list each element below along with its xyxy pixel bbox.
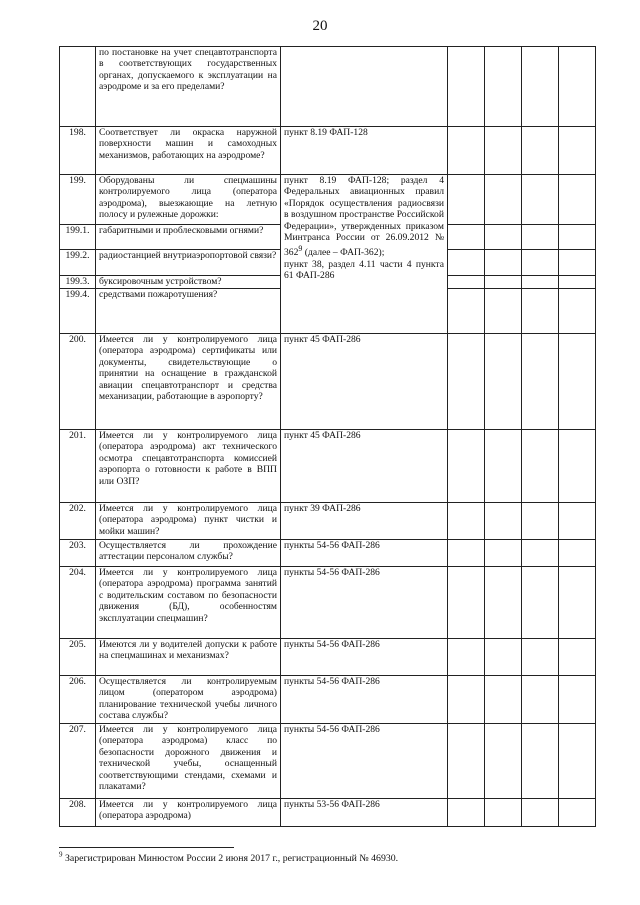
reference-cell: пункты 53-56 ФАП-286 bbox=[281, 799, 448, 827]
empty-cell bbox=[522, 334, 559, 430]
table-row bbox=[60, 127, 596, 175]
empty-cell bbox=[522, 724, 559, 799]
question-cell: габаритными и проблесковыми огнями? bbox=[96, 225, 281, 250]
empty-cell bbox=[522, 639, 559, 676]
row-number bbox=[60, 47, 96, 127]
empty-cell bbox=[448, 724, 485, 799]
empty-cell bbox=[448, 540, 485, 567]
empty-cell bbox=[448, 334, 485, 430]
question-cell: Осуществляется ли контролируемым лицом (оператором аэродрома) планирование технической учебы личного состава службы? bbox=[96, 676, 281, 724]
reference-cell: пункт 39 ФАП-286 bbox=[281, 503, 448, 540]
empty-cell bbox=[559, 503, 596, 540]
row-number: 208. bbox=[60, 799, 96, 827]
question-cell: Имеется ли у контролируемого лица (оператора аэродрома) bbox=[96, 799, 281, 827]
empty-cell bbox=[485, 289, 522, 334]
reference-cell: пункты 54-56 ФАП-286 bbox=[281, 724, 448, 799]
empty-cell bbox=[559, 724, 596, 799]
table-row bbox=[60, 47, 596, 127]
empty-cell bbox=[485, 639, 522, 676]
empty-cell bbox=[485, 567, 522, 639]
row-number: 202. bbox=[60, 503, 96, 540]
empty-cell bbox=[522, 430, 559, 503]
empty-cell bbox=[448, 225, 485, 250]
question-cell: радиостанцией внутриаэропортовой связи? bbox=[96, 250, 281, 276]
empty-cell bbox=[522, 567, 559, 639]
table-row bbox=[60, 430, 596, 503]
row-number: 199.1. bbox=[60, 225, 96, 250]
empty-cell bbox=[522, 676, 559, 724]
row-number: 207. bbox=[60, 724, 96, 799]
question-cell: Имеются ли у водителей допуски к работе на спецмашинах и механизмах? bbox=[96, 639, 281, 676]
empty-cell bbox=[448, 127, 485, 175]
question-cell: Осуществляется ли прохождение аттестации персоналом службы? bbox=[96, 540, 281, 567]
footnote-number: 9 bbox=[59, 850, 63, 859]
empty-cell bbox=[485, 540, 522, 567]
page-number: 20 bbox=[312, 18, 328, 34]
question-cell: Имеется ли у контролируемого лица (оператора аэродрома) класс по безопасности дорожного движения и технической учебы, оснащенный соответствующими стендами, схемами и плакатами? bbox=[96, 724, 281, 799]
empty-cell bbox=[522, 250, 559, 276]
empty-cell bbox=[485, 430, 522, 503]
empty-cell bbox=[559, 676, 596, 724]
empty-cell bbox=[522, 289, 559, 334]
empty-cell bbox=[448, 503, 485, 540]
table-row bbox=[60, 639, 596, 676]
empty-cell bbox=[448, 47, 485, 127]
table-row bbox=[60, 567, 596, 639]
empty-cell bbox=[485, 676, 522, 724]
empty-cell bbox=[485, 799, 522, 827]
empty-cell bbox=[448, 289, 485, 334]
footnote-divider bbox=[59, 847, 234, 848]
table-row bbox=[60, 540, 596, 567]
empty-cell bbox=[485, 276, 522, 289]
merged-reference-extra: пункт 38, раздел 4.11 части 4 пункта 61 ФАП-286 bbox=[284, 259, 444, 282]
empty-cell bbox=[485, 47, 522, 127]
question-cell: буксировочным устройством? bbox=[96, 276, 281, 289]
empty-cell bbox=[559, 289, 596, 334]
empty-cell bbox=[522, 47, 559, 127]
question-cell: Имеется ли у контролируемого лица (оператора аэродрома) программа занятий с водительским составом по безопасности движения (БД), особенностям эксплуатации спецмашин? bbox=[96, 567, 281, 639]
question-cell: Соответствует ли окраска наружной поверхности машин и самоходных механизмов, работающих на аэродроме? bbox=[96, 127, 281, 175]
empty-cell bbox=[559, 276, 596, 289]
empty-cell bbox=[522, 540, 559, 567]
empty-cell bbox=[559, 430, 596, 503]
table-row bbox=[60, 799, 596, 827]
empty-cell bbox=[522, 127, 559, 175]
reference-cell: пункт 8.19 ФАП-128 bbox=[281, 127, 448, 175]
footnote bbox=[59, 850, 399, 864]
empty-cell bbox=[522, 175, 559, 225]
checklist-table bbox=[59, 46, 596, 827]
reference-cell: пункт 45 ФАП-286 bbox=[281, 334, 448, 430]
empty-cell bbox=[448, 250, 485, 276]
question-cell: средствами пожаротушения? bbox=[96, 289, 281, 334]
empty-cell bbox=[559, 799, 596, 827]
empty-cell bbox=[522, 503, 559, 540]
question-cell: Имеется ли у контролируемого лица (оператора аэродрома) сертификаты или документы, свидетельствующие о принятии на оснащение в гражданской авиации спецавтотранспорт и средства механизации, работающие в аэропорту? bbox=[96, 334, 281, 430]
reference-cell: пункт 45 ФАП-286 bbox=[281, 430, 448, 503]
reference-cell: пункты 54-56 ФАП-286 bbox=[281, 540, 448, 567]
row-number: 204. bbox=[60, 567, 96, 639]
empty-cell bbox=[485, 225, 522, 250]
footnote-text: Зарегистрирован Минюстом России 2 июня 2017 г., регистрационный № 46930. bbox=[62, 853, 399, 864]
empty-cell bbox=[448, 676, 485, 724]
question-cell: Оборудованы ли спецмашины контролируемого лица (оператора аэродрома), выезжающие на летную полосу и рулежные дорожки: bbox=[96, 175, 281, 225]
reference-cell bbox=[281, 47, 448, 127]
row-number: 201. bbox=[60, 430, 96, 503]
reference-cell: пункты 54-56 ФАП-286 bbox=[281, 567, 448, 639]
question-cell: Имеется ли у контролируемого лица (оператора аэродрома) акт технического осмотра спецавтотранспорта комиссией аэропорта о готовности к работе в ВПП или ОЗП? bbox=[96, 430, 281, 503]
row-number: 199.2. bbox=[60, 250, 96, 276]
empty-cell bbox=[559, 639, 596, 676]
table-row bbox=[60, 503, 596, 540]
empty-cell bbox=[448, 567, 485, 639]
empty-cell bbox=[559, 175, 596, 225]
row-number: 203. bbox=[60, 540, 96, 567]
table-row bbox=[60, 334, 596, 430]
row-number: 199.3. bbox=[60, 276, 96, 289]
empty-cell bbox=[559, 334, 596, 430]
empty-cell bbox=[559, 540, 596, 567]
reference-cell: пункты 54-56 ФАП-286 bbox=[281, 639, 448, 676]
row-number: 205. bbox=[60, 639, 96, 676]
table-row bbox=[60, 676, 596, 724]
empty-cell bbox=[448, 276, 485, 289]
empty-cell bbox=[559, 567, 596, 639]
merged-reference-tail: (далее – ФАП-362); bbox=[302, 247, 385, 259]
row-number: 198. bbox=[60, 127, 96, 175]
empty-cell bbox=[522, 225, 559, 250]
empty-cell bbox=[448, 799, 485, 827]
empty-cell bbox=[485, 503, 522, 540]
table-row bbox=[60, 724, 596, 799]
empty-cell bbox=[559, 225, 596, 250]
empty-cell bbox=[522, 276, 559, 289]
row-number: 199.4. bbox=[60, 289, 96, 334]
table-row bbox=[60, 175, 596, 225]
question-cell: по постановке на учет спецавтотранспорта в соответствующих государственных органах, допускаемого к эксплуатации на аэродроме и за его пределами? bbox=[96, 47, 281, 127]
empty-cell bbox=[522, 799, 559, 827]
row-number: 200. bbox=[60, 334, 96, 430]
row-number: 199. bbox=[60, 175, 96, 225]
empty-cell bbox=[559, 47, 596, 127]
merged-reference-text: пункт 8.19 ФАП-128; раздел 4 Федеральных авиационных правил «Порядок осуществления радиосвязи в воздушном пространстве Российской Федерации», утвержденных приказом Минтранса России от 26.09.2012 № 362 bbox=[284, 175, 444, 259]
empty-cell bbox=[485, 724, 522, 799]
reference-cell-merged bbox=[281, 175, 448, 334]
row-number: 206. bbox=[60, 676, 96, 724]
empty-cell bbox=[485, 175, 522, 225]
empty-cell bbox=[485, 127, 522, 175]
empty-cell bbox=[485, 250, 522, 276]
empty-cell bbox=[448, 175, 485, 225]
empty-cell bbox=[485, 334, 522, 430]
empty-cell bbox=[448, 639, 485, 676]
reference-cell: пункты 54-56 ФАП-286 bbox=[281, 676, 448, 724]
question-cell: Имеется ли у контролируемого лица (оператора аэродрома) пункт чистки и мойки машин? bbox=[96, 503, 281, 540]
footnote-marker: 9 bbox=[298, 244, 303, 254]
empty-cell bbox=[448, 430, 485, 503]
empty-cell bbox=[559, 250, 596, 276]
empty-cell bbox=[559, 127, 596, 175]
